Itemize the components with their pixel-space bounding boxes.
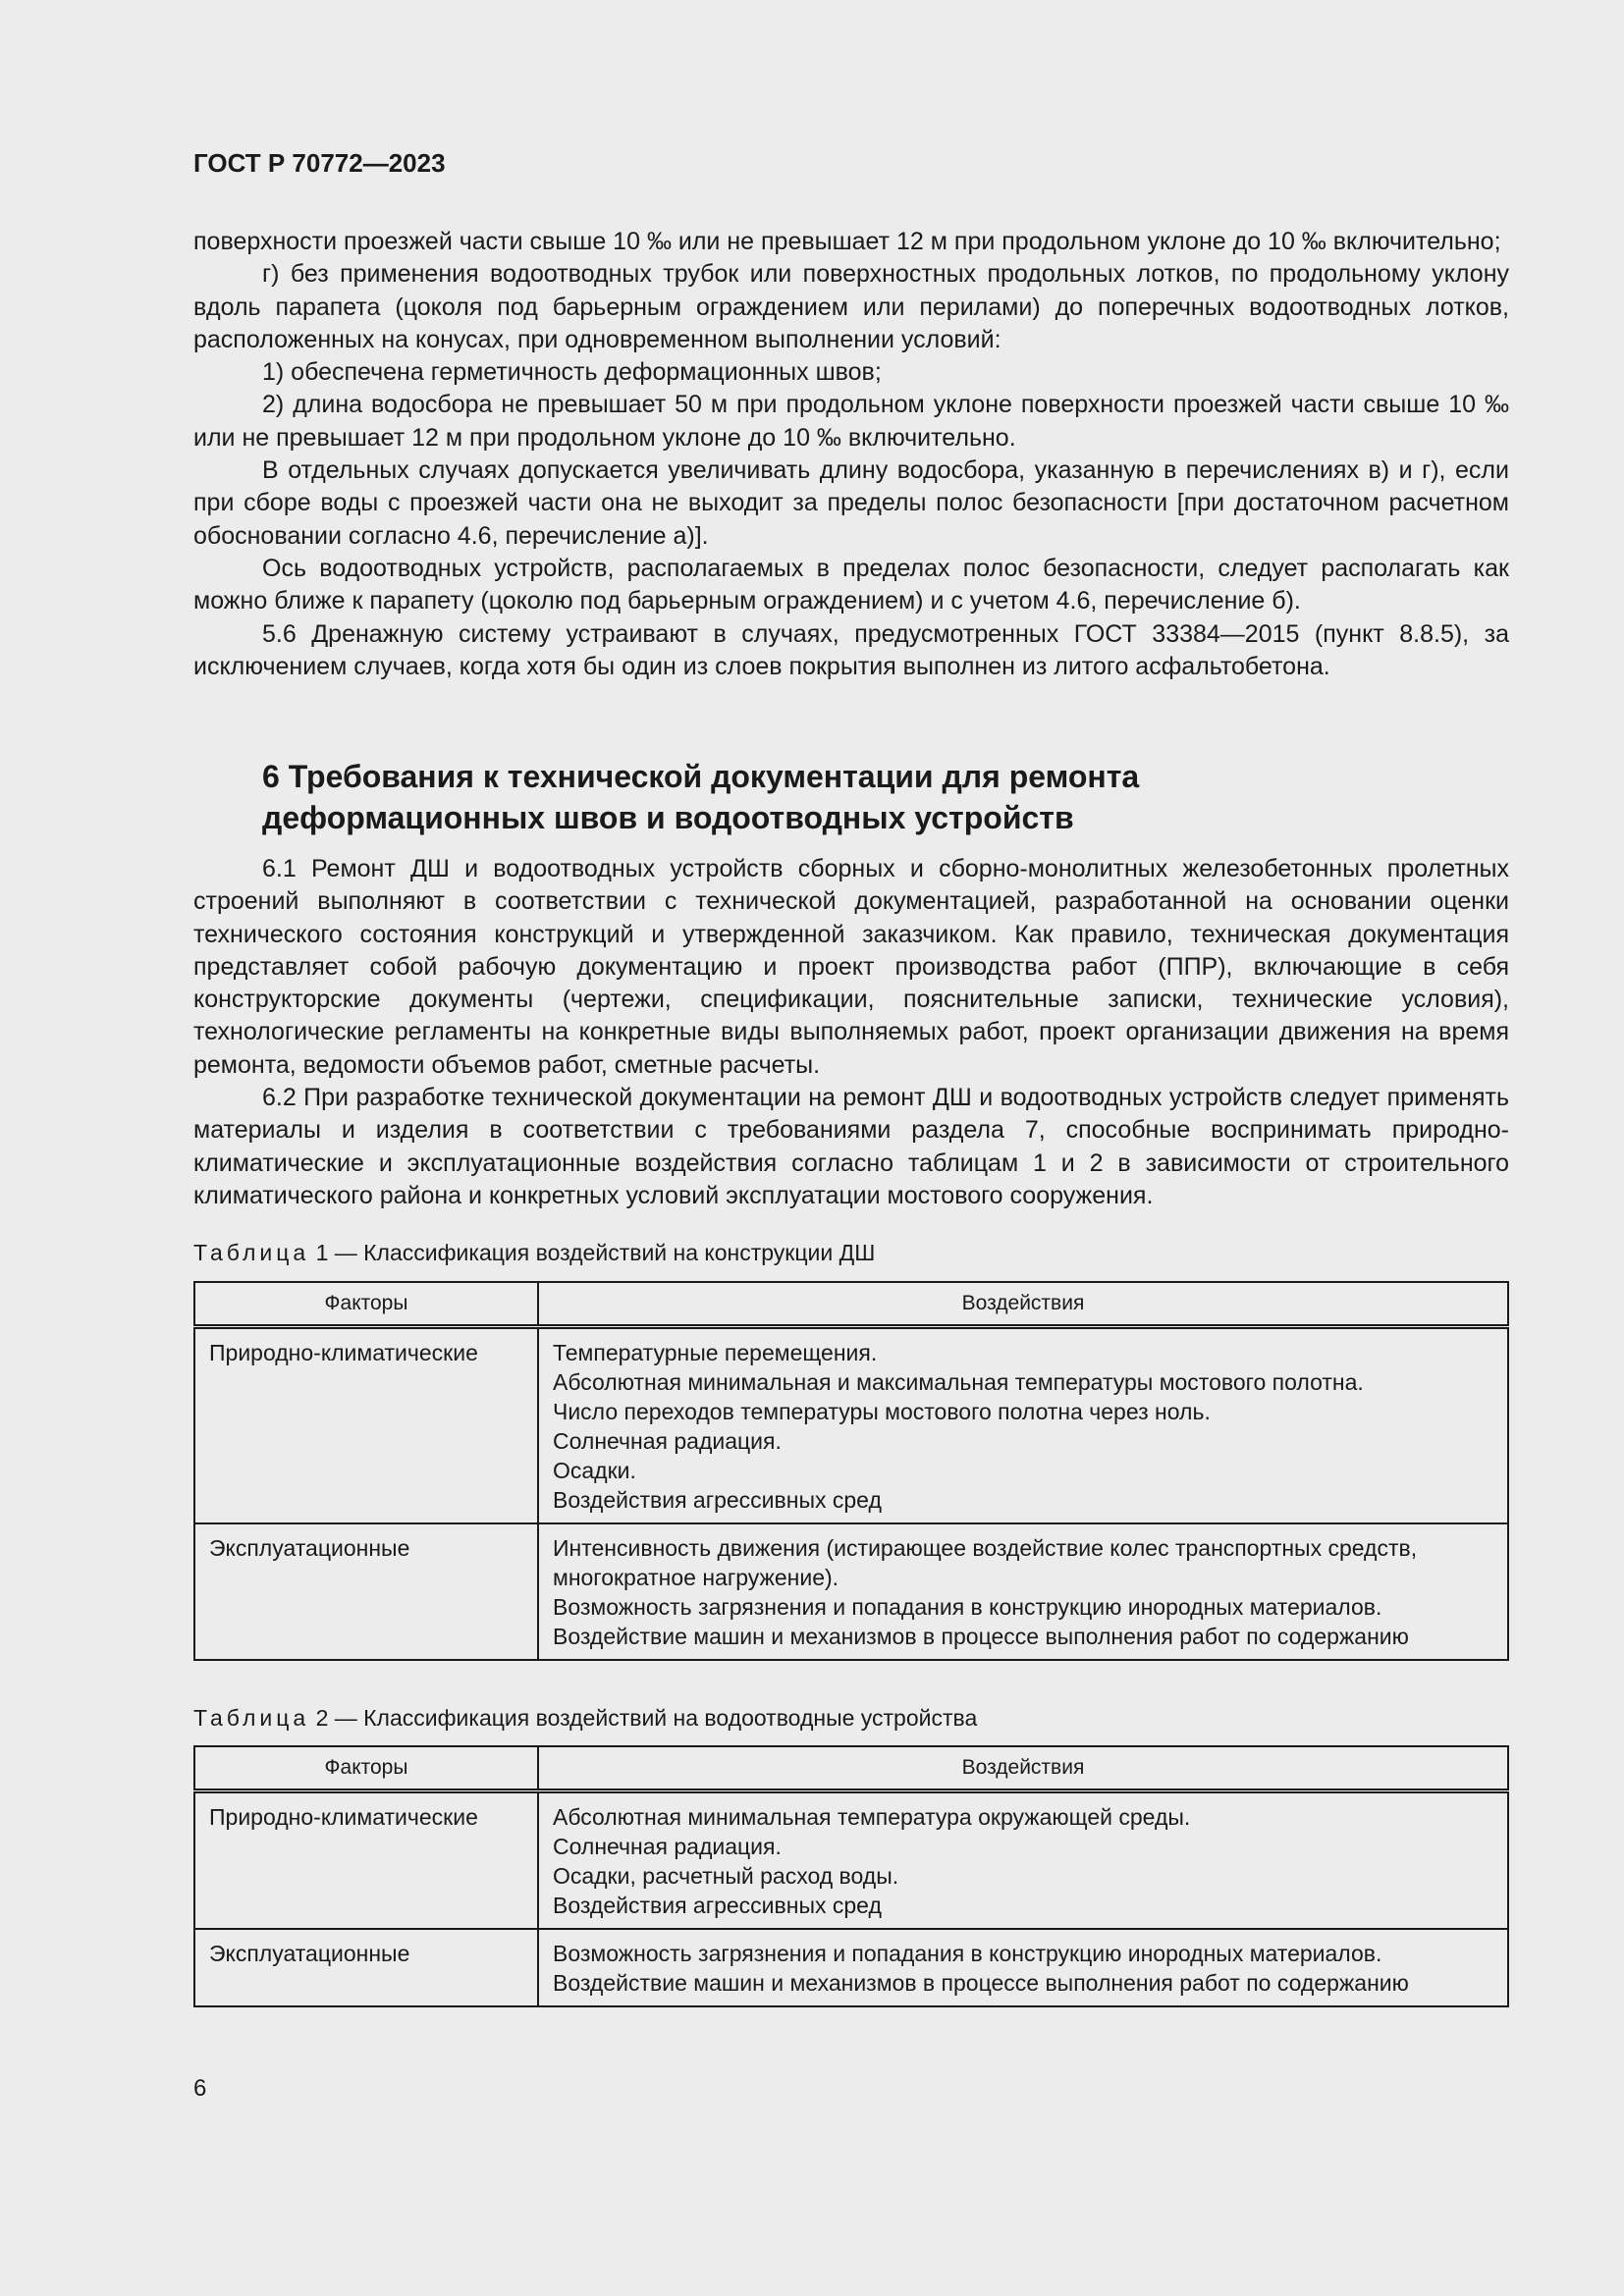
- effect-line: Абсолютная минимальная температура окружающей среды.: [553, 1804, 1191, 1830]
- effect-line: Возможность загрязнения и попадания в конструкцию инородных материалов.: [553, 1941, 1382, 1966]
- paragraph: 6.1 Ремонт ДШ и водоотводных устройств сборных и сборно-монолитных железобетонных пролетных строений выполняют в соответствии с технической документацией, разработанной на основании оценки технического состояния конструкций и утвержденной заказчиком. Как правило, техническая документация представляет собой рабочую документацию и проект производства работ (ППР), включающие в себя конструкторские документы (чертежи, спецификации, пояснительные записки, технические условия), технологические регламенты на конкретные виды выполняемых работ, проект организации движения на время ремонта, ведомости объемов работ, сметные расчеты.: [193, 855, 1509, 1079]
- table-caption-text: 2 — Классификация воздействий на водоотводные устройства: [309, 1705, 978, 1731]
- paragraph: 2) длина водосбора не превышает 50 м при продольном уклоне поверхности проезжей части свыше 10 ‰ или не превышает 12 м при продольном уклоне до 10 ‰ включительно.: [193, 391, 1509, 452]
- table-row: [194, 1327, 1508, 1524]
- effects-cell: [538, 1523, 1508, 1660]
- paragraph: г) без применения водоотводных трубок или поверхностных продольных лотков, по продольному уклону вдоль парапета (цоколя под барьерным ограждением или перилами) до поперечных водоотводных лотков, расположенных на конусах, при одновременном выполнении условий:: [193, 260, 1509, 353]
- effect-line: Воздействия агрессивных сред: [553, 1487, 882, 1513]
- table-row: [194, 1929, 1508, 2006]
- effect-line: Абсолютная минимальная и максимальная температуры мостового полотна.: [553, 1369, 1364, 1395]
- effect-line: Число переходов температуры мостового полотна через ноль.: [553, 1399, 1211, 1424]
- table-1: [193, 1281, 1509, 1661]
- effect-line: Интенсивность движения (истирающее воздействие колес транспортных средств, многократное нагружение).: [553, 1535, 1418, 1590]
- table-row: [194, 1523, 1508, 1660]
- effect-line: Температурные перемещения.: [553, 1340, 878, 1365]
- section-title-line: 6 Требования к технической документации для ремонта: [262, 759, 1140, 794]
- effect-line: Воздействия агрессивных сред: [553, 1893, 882, 1918]
- section-title-line: деформационных швов и водоотводных устройств: [262, 800, 1074, 835]
- effect-line: Осадки, расчетный расход воды.: [553, 1863, 899, 1889]
- page-number: 6: [193, 2075, 207, 2102]
- body-text-block: [193, 226, 1509, 683]
- paragraph: Ось водоотводных устройств, располагаемых в пределах полос безопасности, следует располагать как можно ближе к парапету (цоколю под барьерным ограждением) и с учетом 4.6, перечисление б).: [193, 554, 1509, 615]
- table-header-cell: Факторы: [194, 1746, 538, 1791]
- section-title: [262, 756, 1440, 838]
- document-header-code: ГОСТ Р 70772—2023: [193, 148, 446, 178]
- effects-cell: [538, 1791, 1508, 1930]
- table-row: [194, 1791, 1508, 1930]
- table-caption-word: Таблица: [193, 1240, 310, 1265]
- paragraph: 1) обеспечена герметичность деформационных швов;: [262, 358, 882, 387]
- table-header-row: [194, 1746, 1508, 1791]
- table-header-cell: Воздействия: [538, 1282, 1508, 1327]
- effects-cell: [538, 1929, 1508, 2006]
- factor-cell: Природно-климатические: [194, 1327, 538, 1524]
- factor-cell: Эксплуатационные: [194, 1523, 538, 1660]
- effect-line: Воздействие машин и механизмов в процессе выполнения работ по содержанию: [553, 1970, 1409, 1996]
- effect-line: Воздействие машин и механизмов в процессе выполнения работ по содержанию: [553, 1624, 1409, 1649]
- table-1-caption: [193, 1238, 875, 1267]
- effects-cell: [538, 1327, 1508, 1524]
- effect-line: Возможность загрязнения и попадания в конструкцию инородных материалов.: [553, 1594, 1382, 1620]
- table-2: [193, 1745, 1509, 2007]
- table-caption-word: Таблица: [193, 1705, 310, 1731]
- effect-line: Солнечная радиация.: [553, 1428, 782, 1454]
- table-caption-text: 1 — Классификация воздействий на конструкции ДШ: [309, 1240, 876, 1265]
- paragraph: В отдельных случаях допускается увеличивать длину водосбора, указанную в перечислениях в) и г), если при сборе воды с проезжей части она не выходит за пределы полос безопасности [при достаточном расчетном обосновании согласно 4.6, перечисление а)].: [193, 456, 1509, 550]
- table-header-row: [194, 1282, 1508, 1327]
- effect-line: Осадки.: [553, 1458, 636, 1483]
- table-header-cell: Факторы: [194, 1282, 538, 1327]
- paragraph: поверхности проезжей части свыше 10 ‰ или не превышает 12 м при продольном уклоне до 10 ‰ включительно;: [193, 228, 1501, 255]
- table-2-caption: [193, 1703, 977, 1733]
- paragraph: 6.2 При разработке технической документации на ремонт ДШ и водоотводных устройств следует применять материалы и изделия в соответствии с требованиями раздела 7, способные воспринимать природно-климатические и эксплуатационные воздействия согласно таблицам 1 и 2 в зависимости от строительного климатического района и конкретных условий эксплуатации мостового сооружения.: [193, 1084, 1509, 1209]
- effect-line: Солнечная радиация.: [553, 1834, 782, 1859]
- factor-cell: Природно-климатические: [194, 1791, 538, 1930]
- paragraph: 5.6 Дренажную систему устраивают в случаях, предусмотренных ГОСТ 33384—2015 (пункт 8.8.5), за исключением случаев, когда хотя бы один из слоев покрытия выполнен из литого асфальтобетона.: [193, 619, 1509, 680]
- section-text-block: [193, 853, 1509, 1212]
- table-header-cell: Воздействия: [538, 1746, 1508, 1791]
- factor-cell: Эксплуатационные: [194, 1929, 538, 2006]
